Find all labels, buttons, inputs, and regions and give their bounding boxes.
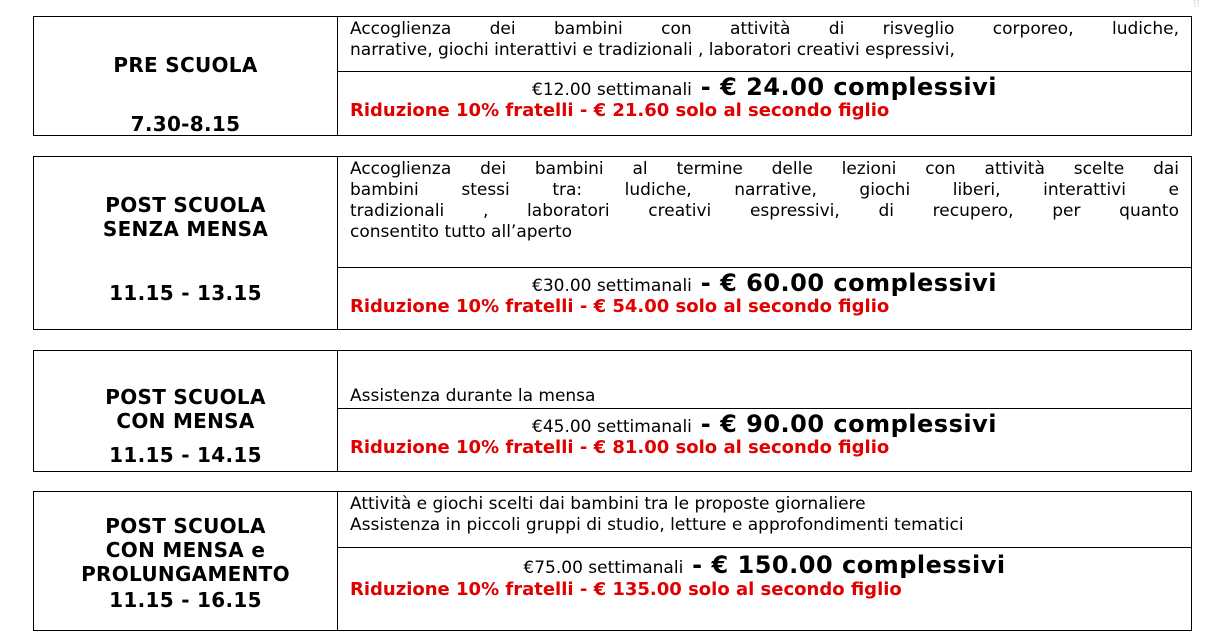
- description-line: bambini stessi tra: ludiche, narrative, giochi liberi, interattivi e: [350, 180, 1179, 200]
- description-line: Accoglienza dei bambini al termine delle lezioni con attività scelte dai: [350, 159, 1179, 179]
- price-line: [350, 72, 1179, 101]
- service-price-cell: [338, 409, 1192, 472]
- service-name: [34, 514, 337, 586]
- total-price: - € 24.00 complessivi: [691, 73, 997, 101]
- service-name-line: CON MENSA e: [105, 538, 266, 562]
- service-table-post-scuola-con-mensa: [33, 350, 1192, 472]
- service-name-line: POST SCUOLA: [105, 193, 266, 217]
- table-move-handle-icon[interactable]: ⁝⁝: [1193, 0, 1200, 10]
- description-line: Assistenza in piccoli gruppi di studio, letture e approfondimenti tematici: [350, 515, 964, 535]
- price-line: [350, 268, 1179, 297]
- description-line: consentito tutto all’aperto: [350, 222, 573, 242]
- service-label-cell: [34, 351, 338, 472]
- service-name: PRE SCUOLA: [113, 53, 258, 77]
- service-name-line: SENZA MENSA: [102, 217, 269, 241]
- service-price-cell: [338, 72, 1192, 136]
- sibling-discount: Riduzione 10% fratelli - € 54.00 solo al secondo figlio: [350, 296, 890, 317]
- service-description: [338, 157, 1192, 268]
- weekly-price: €12.00 settimanali: [532, 80, 692, 100]
- service-time: 11.15 - 16.15: [109, 588, 262, 612]
- description-line: Assistenza durante la mensa: [350, 386, 596, 406]
- description-line: narrative, giochi interattivi e tradizionali , laboratori creativi espressivi,: [350, 40, 955, 60]
- service-price-cell: [338, 548, 1192, 631]
- weekly-price: €45.00 settimanali: [532, 417, 692, 437]
- service-name-line: POST SCUOLA: [105, 385, 266, 409]
- total-price: - € 90.00 complessivi: [691, 410, 997, 438]
- service-name: [34, 193, 337, 241]
- total-price: - € 150.00 complessivi: [683, 551, 1006, 579]
- weekly-price: €75.00 settimanali: [523, 558, 684, 578]
- sibling-discount: Riduzione 10% fratelli - € 135.00 solo al secondo figlio: [350, 579, 902, 600]
- service-name-line: PROLUNGAMENTO: [81, 562, 290, 586]
- service-label-cell: [34, 492, 338, 631]
- description-line: Attività e giochi scelti dai bambini tra le proposte giornaliere: [350, 494, 866, 514]
- description-line: tradizionali , laboratori creativi espressivi, di recupero, per quanto: [350, 201, 1179, 221]
- service-name-line: CON MENSA: [116, 409, 255, 433]
- service-description: [338, 17, 1192, 72]
- service-description: [338, 492, 1192, 548]
- service-label-cell: [34, 17, 338, 136]
- service-name: [34, 385, 337, 433]
- service-name-line: POST SCUOLA: [105, 514, 266, 538]
- total-price: - € 60.00 complessivi: [691, 269, 997, 297]
- service-description: [338, 351, 1192, 409]
- price-line: [350, 548, 1179, 580]
- service-table-post-scuola-prolungamento: [33, 491, 1192, 631]
- price-line: [350, 409, 1179, 438]
- service-time: 11.15 - 13.15: [109, 281, 262, 305]
- service-table-pre-scuola: [33, 16, 1192, 136]
- sibling-discount: Riduzione 10% fratelli - € 21.60 solo al secondo figlio: [350, 100, 890, 121]
- sibling-discount: Riduzione 10% fratelli - € 81.00 solo al secondo figlio: [350, 437, 890, 458]
- service-time: 7.30-8.15: [130, 112, 241, 136]
- service-time: 11.15 - 14.15: [109, 443, 262, 467]
- service-label-cell: [34, 157, 338, 330]
- weekly-price: €30.00 settimanali: [532, 276, 692, 296]
- service-price-cell: [338, 268, 1192, 330]
- description-line: Accoglienza dei bambini con attività di risveglio corporeo, ludiche,: [350, 19, 1179, 39]
- service-table-post-scuola-senza-mensa: [33, 156, 1192, 330]
